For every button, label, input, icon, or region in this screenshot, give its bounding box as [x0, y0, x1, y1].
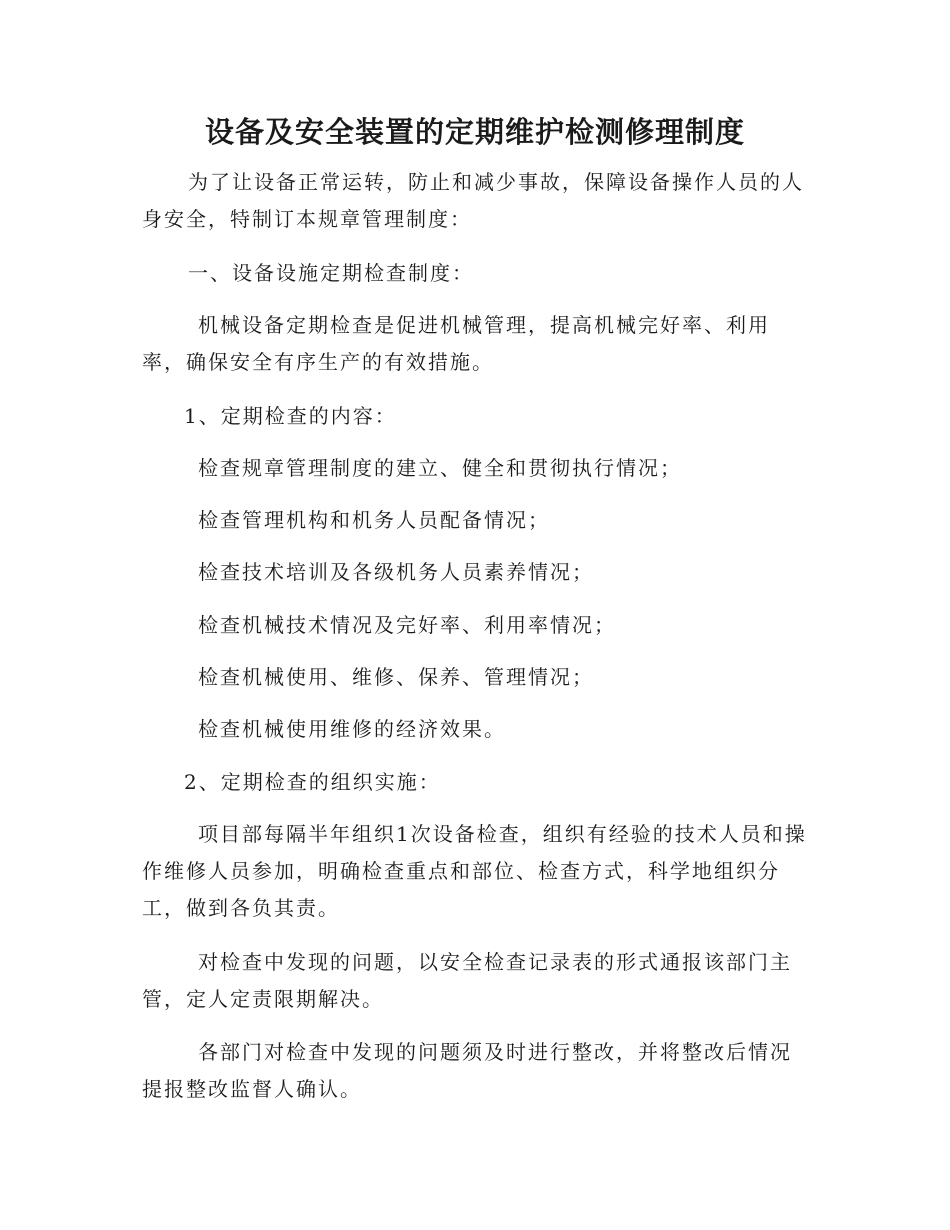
paragraph-rectification: 各部门对检查中发现的问题须及时进行整改，并将整改后情况提报整改监督人确认。 [142, 1040, 792, 1101]
subheading-inspection-content: 1、定期检查的内容： [184, 404, 397, 428]
list-item-rules: 检查规章管理制度的建立、健全和贯彻执行情况； [198, 456, 682, 480]
paragraph-issue-notification: 对检查中发现的问题，以安全检查记录表的形式通报该部门主管，定人定责限期解决。 [142, 950, 792, 1011]
paragraph-inspection-purpose: 机械设备定期检查是促进机械管理，提高机械完好率、利用率，确保安全有序生产的有效措施。 [142, 313, 770, 374]
document-title: 设备及安全装置的定期维护检测修理制度 [204, 115, 745, 149]
list-item-technical: 检查机械技术情况及完好率、利用率情况； [198, 613, 616, 637]
subheading-organization: 2、定期检查的组织实施： [184, 770, 441, 794]
list-item-training: 检查技术培训及各级机务人员素养情况； [198, 560, 594, 584]
list-item-staffing: 检查管理机构和机务人员配备情况； [198, 508, 550, 532]
section-heading-1: 一、设备设施定期检查制度： [188, 261, 474, 285]
list-item-economics: 检查机械使用维修的经济效果。 [198, 717, 506, 741]
paragraph-semiannual-check: 项目部每隔半年组织1次设备检查，组织有经验的技术人员和操作维修人员参加，明确检查重点和部位、检查方式，科学地组织分工，做到各负其责。 [142, 822, 807, 920]
intro-paragraph: 为了让设备正常运转，防止和减少事故，保障设备操作人员的人身安全，特制订本规章管理制度： [142, 170, 804, 231]
list-item-usage: 检查机械使用、维修、保养、管理情况； [198, 665, 594, 689]
